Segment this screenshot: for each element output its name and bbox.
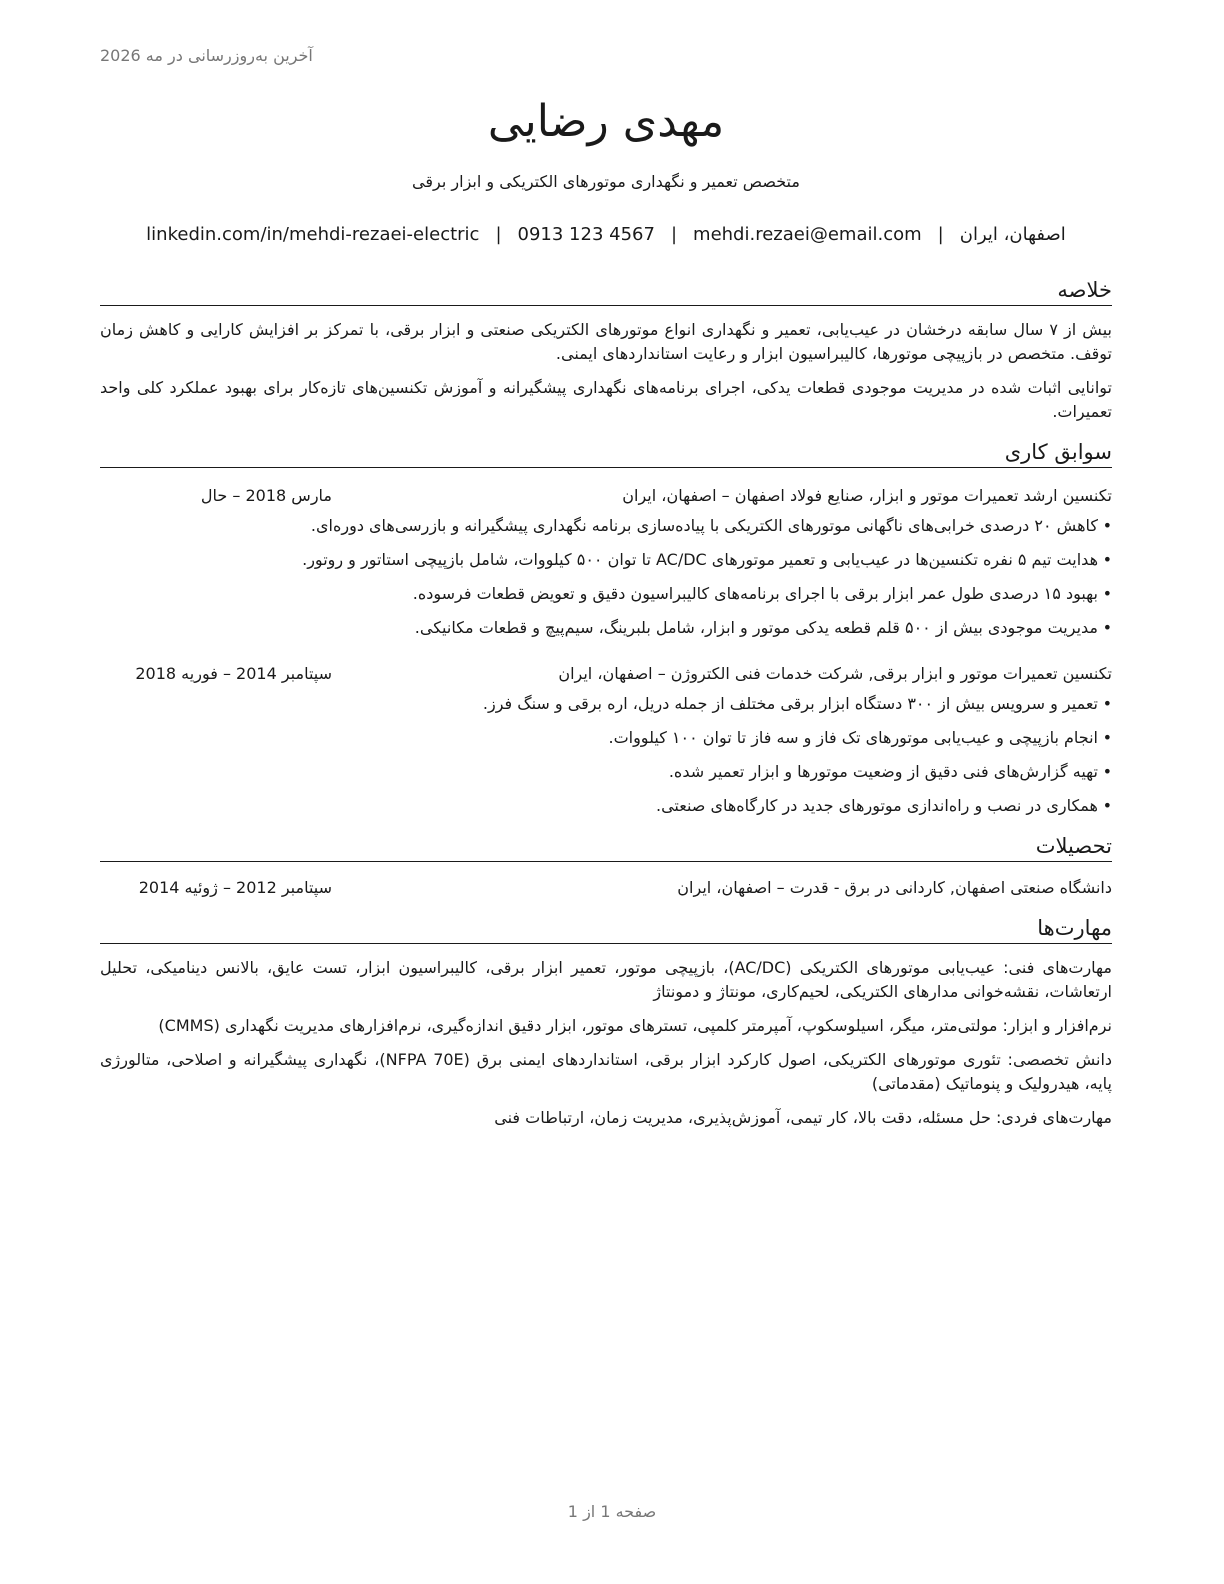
education-title: تحصیلات xyxy=(100,832,1112,862)
skills-section xyxy=(100,914,1112,1130)
last-updated-note: آخرین به‌روزرسانی در مه 2026 xyxy=(100,46,313,65)
contact-email[interactable]: mehdi.rezaei@email.com xyxy=(693,224,922,245)
skills-item: نرم‌افزار و ابزار: مولتی‌متر، میگر، اسیلوسکوپ، آمپرمتر کلمپی، تسترهای موتور، ابزار دقیق اندازه‌گیری، نرم‌افزارهای مدیریت نگهداری (CMMS) xyxy=(158,1016,1112,1035)
skills-item: مهارت‌های فردی: حل مسئله، دقت بالا، کار تیمی، آموزش‌پذیری، مدیریت زمان، ارتباطات فنی xyxy=(494,1108,1112,1127)
job-entry xyxy=(100,484,1112,640)
job-heading: تکنسین ارشد تعمیرات موتور و ابزار، صنایع فولاد اصفهان – اصفهان، ایران xyxy=(622,486,1112,505)
job-heading: تکنسین تعمیرات موتور و ابزار برقی, شرکت خدمات فنی الکتروژن – اصفهان، ایران xyxy=(558,664,1112,683)
candidate-subtitle: متخصص تعمیر و نگهداری موتورهای الکتریکی و ابزار برقی xyxy=(412,172,800,191)
contact-phone[interactable]: 0913 123 4567 xyxy=(517,224,655,245)
contact-line xyxy=(100,222,1112,248)
job-bullet: • انجام بازپیچی و عیب‌یابی موتورهای تک فاز و سه فاز تا توان ۱۰۰ کیلووات. xyxy=(100,726,1112,750)
job-dates: مارس 2018 – حال xyxy=(200,486,332,505)
contact-separator: | xyxy=(670,224,678,245)
job-dates: سپتامبر 2014 – فوریه 2018 xyxy=(135,664,332,683)
page-number: صفحه 1 از 1 xyxy=(567,1502,657,1521)
job-bullet: • مدیریت موجودی بیش از ۵۰۰ قلم قطعه یدکی موتور و ابزار، شامل بلبرینگ، سیم‌پیچ و قطعات مکانیکی. xyxy=(100,616,1112,640)
skills-item: دانش تخصصی: تئوری موتورهای الکتریکی، اصول کارکرد ابزار برقی، استانداردهای ایمنی برق (NFPA 70E)، نگهداری پیشگیرانه و اصلاحی، متالورژی پایه، هیدرولیک و پنوماتیک (مقدماتی) xyxy=(100,1050,1113,1093)
job-bullets xyxy=(100,514,1112,640)
education-entry xyxy=(100,876,1112,900)
summary-title: خلاصه xyxy=(100,276,1112,306)
job-entry xyxy=(100,662,1112,818)
job-header xyxy=(100,662,1112,686)
resume-page xyxy=(100,0,1112,1584)
summary-section xyxy=(100,276,1112,424)
education-dates: سپتامبر 2012 – ژوئیه 2014 xyxy=(138,878,332,897)
summary-paragraph: بیش از ۷ سال سابقه درخشان در عیب‌یابی، تعمیر و نگهداری انواع موتورهای الکتریکی صنعتی و ابزار برقی، با تمرکز بر افزایش کارایی و کاهش زمان توقف. متخصص در بازپیچی موتورها، کالیبراسیون ابزار و رعایت استانداردهای ایمنی. xyxy=(100,320,1112,363)
job-bullet: • بهبود ۱۵ درصدی طول عمر ابزار برقی با اجرای برنامه‌های کالیبراسیون دقیق و تعویض قطعات فرسوده. xyxy=(100,582,1112,606)
summary-paragraph: توانایی اثبات شده در مدیریت موجودی قطعات یدکی، اجرای برنامه‌های نگهداری پیشگیرانه و آموزش تکنسین‌های تازه‌کار برای بهبود عملکرد کلی واحد تعمیرات. xyxy=(100,378,1112,421)
contact-separator: | xyxy=(937,224,944,245)
job-bullet: • همکاری در نصب و راه‌اندازی موتورهای جدید در کارگاه‌های صنعتی. xyxy=(100,794,1112,818)
experience-section xyxy=(100,438,1112,818)
education-section xyxy=(100,832,1112,900)
job-bullet: • تهیه گزارش‌های فنی دقیق از وضعیت موتورها و ابزار تعمیر شده. xyxy=(100,760,1112,784)
experience-title: سوابق کاری xyxy=(100,438,1112,468)
job-bullet: • تعمیر و سرویس بیش از ۳۰۰ دستگاه ابزار برقی مختلف از جمله دریل، اره برقی و سنگ فرز. xyxy=(100,692,1112,716)
candidate-name: مهدی رضایی xyxy=(487,96,725,147)
job-bullet: • کاهش ۲۰ درصدی خرابی‌های ناگهانی موتورهای الکتریکی با پیاده‌سازی برنامه نگهداری پیشگیرانه و بازرسی‌های دوره‌ای. xyxy=(100,514,1112,538)
job-header xyxy=(100,484,1112,508)
job-bullets xyxy=(100,692,1112,818)
education-heading: دانشگاه صنعتی اصفهان, کاردانی در برق - قدرت – اصفهان، ایران xyxy=(677,878,1112,897)
contact-separator: | xyxy=(495,224,502,245)
skills-title: مهارت‌ها xyxy=(100,914,1112,944)
contact-location: اصفهان، ایران xyxy=(959,224,1066,245)
job-bullet: • هدایت تیم ۵ نفره تکنسین‌ها در عیب‌یابی و تعمیر موتورهای AC/DC تا توان ۵۰۰ کیلووات، شامل بازپیچی استاتور و روتور. xyxy=(100,548,1112,572)
skills-item: مهارت‌های فنی: عیب‌یابی موتورهای الکتریکی (AC/DC)، بازپیچی موتور، تعمیر ابزار برقی، کالیبراسیون ابزار، تست عایق، بالانس دینامیکی، تحلیل ارتعاشات، نقشه‌خوانی مدارهای الکتریکی، لحیم‌کاری، مونتاژ و دمونتاژ xyxy=(100,958,1113,1001)
contact-linkedin[interactable]: linkedin.com/in/mehdi-rezaei-electric xyxy=(146,224,480,245)
resume-content xyxy=(100,276,1112,1130)
